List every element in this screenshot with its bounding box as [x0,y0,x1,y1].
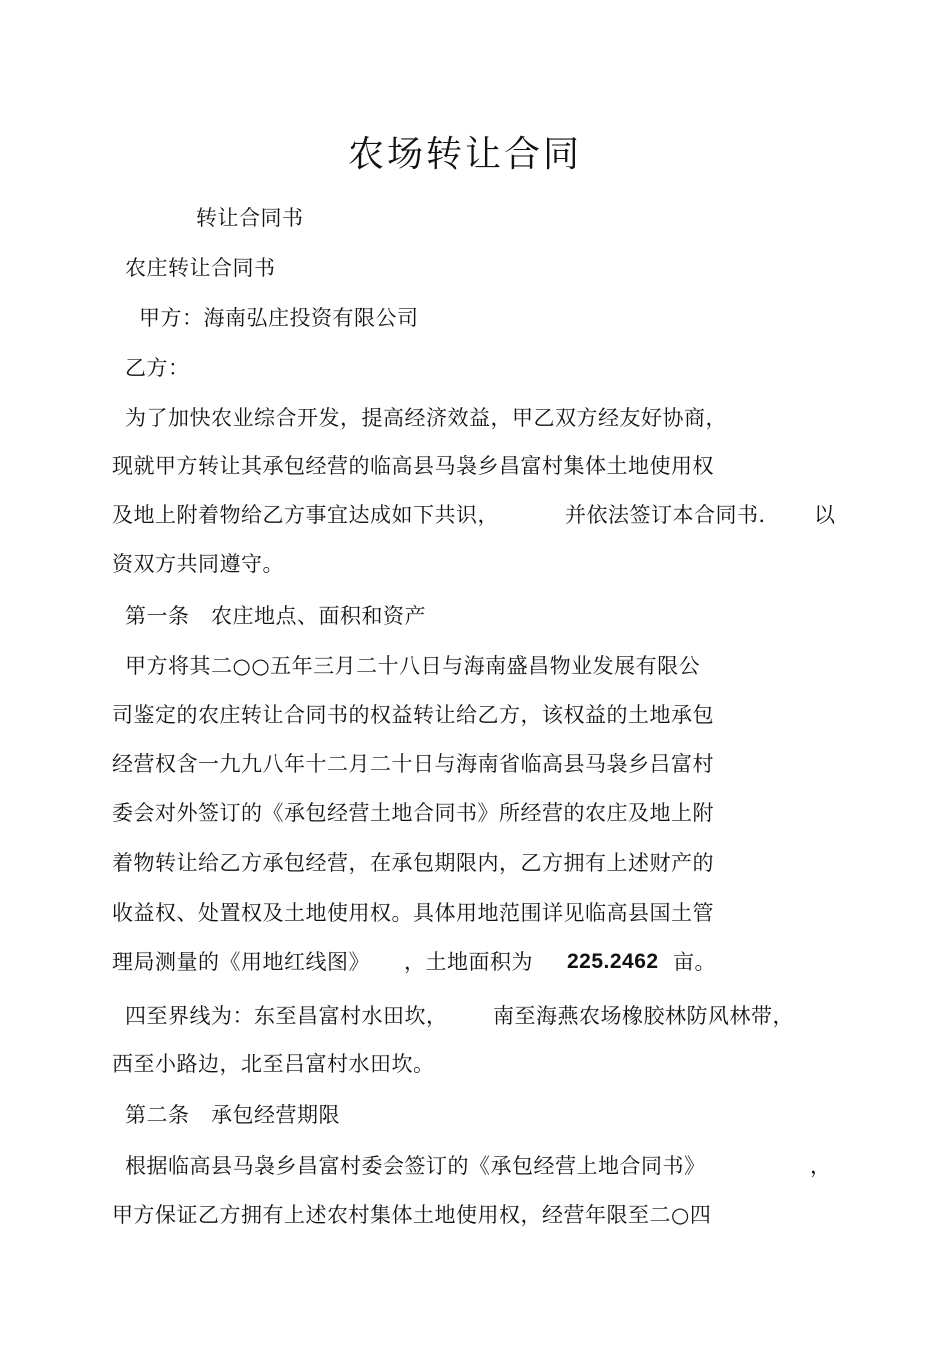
party-a: 甲方：海南弘庄投资有限公司 [139,306,419,330]
article-2-line-1a: 根据临高县马袅乡昌富村委会签订的《承包经营上地合同书》 [125,1154,706,1178]
article-1-line-6: 收益权、处置权及土地使用权。具体用地范围详见临高县国土管 [112,901,714,925]
boundary-line-1a: 四至界线为：东至昌富村水田坎， [125,1004,448,1028]
article-1-line-7b: ，土地面积为 [404,950,533,974]
article-1-line-7c: 亩。 [673,950,716,974]
article-1-line-2: 司鉴定的农庄转让合同书的权益转让给乙方，该权益的土地承包 [112,703,714,727]
intro-line-3c: 以 [814,503,836,527]
subtitle-contract: 转让合同书 [196,206,304,230]
article-2-heading: 第二条 承包经营期限 [125,1103,340,1127]
subtitle-farm-contract: 农庄转让合同书 [125,256,276,280]
party-b: 乙方： [125,356,190,380]
article-1-line-4: 委会对外签订的《承包经营土地合同书》所经营的农庄及地上附 [112,801,714,825]
intro-line-2: 现就甲方转让其承包经营的临高县马袅乡昌富村集体土地使用权 [112,454,714,478]
boundary-line-2: 西至小路边，北至吕富村水田坎。 [112,1052,435,1076]
document-title: 农场转让合同 [347,134,582,175]
article-2-line-2: 甲方保证乙方拥有上述农村集体土地使用权，经营年限至二○四 [112,1203,712,1227]
article-1-heading: 第一条 农庄地点、面积和资产 [125,604,426,628]
land-area-value: 225.2462 [567,950,659,973]
article-1-line-3: 经营权含一九九八年十二月二十日与海南省临高县马袅乡吕富村 [112,752,714,776]
article-1-line-1: 甲方将其二○○五年三月二十八日与海南盛昌物业发展有限公 [125,654,701,678]
article-1-line-7a: 理局测量的《用地红线图》 [112,950,370,974]
boundary-line-1b: 南至海燕农场橡胶林防风林带， [493,1004,794,1028]
intro-line-1: 为了加快农业综合开发，提高经济效益，甲乙双方经友好协商， [125,406,727,430]
intro-line-3a: 及地上附着物给乙方事宜达成如下共识， [112,503,499,527]
article-2-line-1b: ， [810,1154,832,1178]
article-1-line-5: 着物转让给乙方承包经营，在承包期限内，乙方拥有上述财产的 [112,851,714,875]
intro-line-3b: 并依法签订本合同书． [565,503,780,527]
intro-line-4: 资双方共同遵守。 [112,552,284,576]
